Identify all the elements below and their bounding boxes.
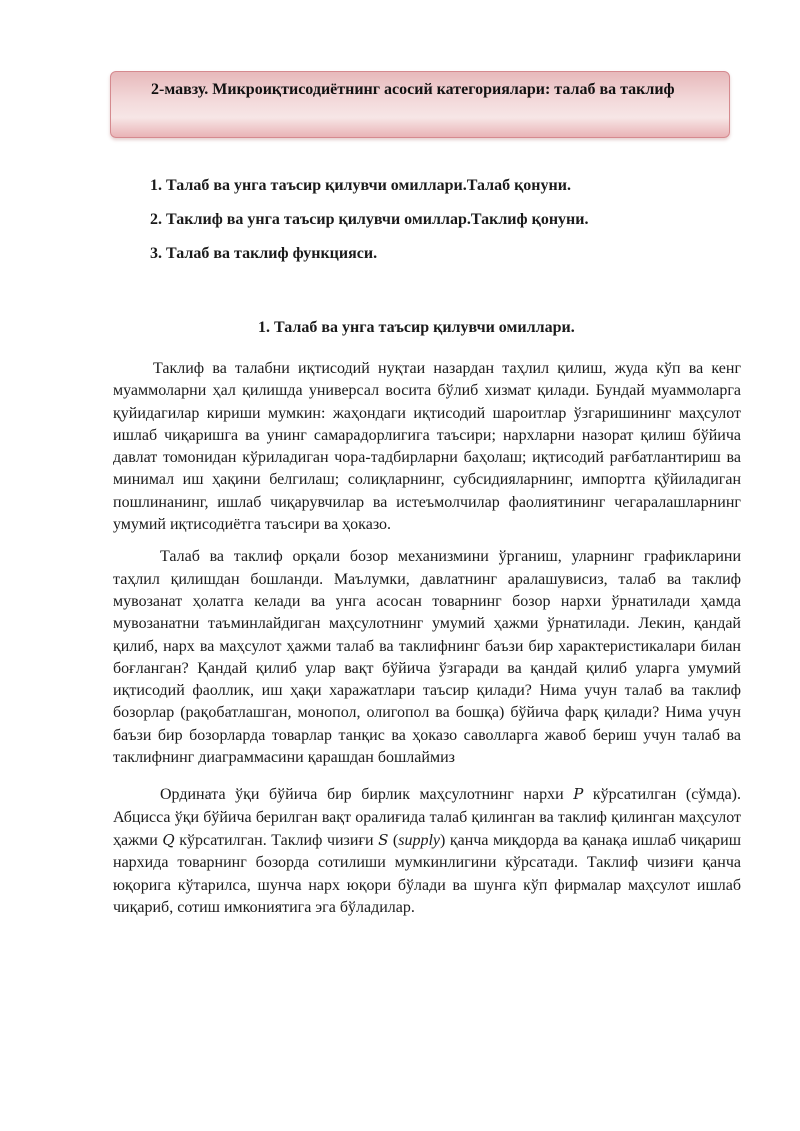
topic-title-banner [110, 71, 730, 138]
paragraph-text: кўрсатилган. Таклиф чизиғи [179, 831, 374, 849]
section-heading: 1. Талаб ва унга таъсир қилувчи омиллари. [258, 319, 575, 336]
quantity-symbol: Q [162, 830, 175, 849]
outline-item: 3. Талаб ва таклиф функцияси. [150, 245, 378, 262]
price-symbol: P [573, 785, 584, 804]
paragraph: Талаб ва таклиф орқали бозор механизмини ўрганиш, уларнинг графикларини таҳлил қилишдан бошланди. Маълумки, давлатнинг аралашувисиз, талаб ва таклиф мувозанат ҳолатга келади ва унга асосан товарнинг бозор нархи ўрнатилади ҳамда мувозанатни таъминлайдиган маҳсулотнинг умумий ҳажми ўрнатилади. Лекин, қандай қилиб, нарх ва маҳсулот ҳажми талаб ва таклифнинг баъзи бир характеристикалари билан боғланган? Қандай қилиб улар вақт бўйича ўзгаради ва қандай қилиб уларга умумий иқтисодий фаоллик, иш ҳақи харажатлари таъсир қилади? Нима учун талаб ва таклиф бозорлар (рақобатлашган, монопол, олигопол ва бошқа) бўйича фарқ қилади? Нима учун баъзи бир бозорларда товарлар танқис ва ҳоказо саволларга жавоб бериш учун талаб ва таклифнинг диаграммасини қарашдан бошлаймиз [113, 548, 741, 767]
topic-title: 2-мавзу. Микроиқтисодиётнинг асосий категориялари: талаб ва таклиф [151, 81, 675, 98]
paragraph-text: кўрсатилган (сўмда). Абцисса ўқи бўйича берилган вақт оралиғида талаб қилинган ва таклиф қилинган маҳсулот ҳажми [113, 786, 742, 849]
paragraph: Ордината ўқи бўйича бир бирлик маҳсулотнинг нархи P кўрсатилган (сўмда). Абцисса ўқи бўйича берилган вақт оралиғида талаб қилинган ва таклиф қилинган маҳсулот ҳажми Q кўрсатилган. Таклиф чизиғи S (supply) қанча миқдорда ва қанақа ишлаб чиқариш нархида товарнинг бозорда сотилиши мумкинлигини кўрсатади. Таклиф чизиғи қанча юқорига кўтарилса, шунча нарх юқори бўлади ва шунга кўп фирмалар маҳсулот ишлаб чиқариб, сотиш имкониятига эга бўладилар. [113, 785, 742, 916]
supply-symbol: S [378, 830, 389, 849]
outline-item: 2. Таклиф ва унга таъсир қилувчи омиллар.Таклиф қонуни. [150, 211, 589, 228]
paragraph: Таклиф ва талабни иқтисодий нуқтаи назардан таҳлил қилиш, жуда кўп ва кенг муаммоларни ҳал қилишда универсал восита бўлиб хизмат қилади. Бундай муаммоларга қуйидагилар кириши мумкин: жаҳондаги иқтисодий шароитлар ўзгаришининг маҳсулот ишлаб чиқаришга ва унинг самарадорлигига таъсири; нархларни назорат қилиш бўйича давлат томонидан кўриладиган чора-тадбирларни баҳолаш; иқтисодий рағбатлантириш ва минимал иш ҳақини белгилаш; солиқларнинг, субсидияларнинг, импортга қўйиладиган пошлинанинг, ишлаб чиқарувчилар ва истеъмолчилар фаолиятининг чегаралашларнинг умумий иқтисодиётга таъсири ва ҳоказо. [113, 360, 741, 534]
supply-term: supply [398, 831, 441, 849]
outline-item: 1. Талаб ва унга таъсир қилувчи омиллари.Талаб қонуни. [150, 177, 571, 194]
paragraph-text: қанча миқдорда ва қанақа ишлаб чиқариш нархида товарнинг бозорда сотилиши мумкинлигини кўрсатади. Таклиф чизиғи қанча юқорига кўтарилса, шунча нарх юқори бўлади ва шунга кўп фирмалар маҳсулот ишлаб чиқариб, сотиш имкониятига эга бўладилар. [113, 831, 742, 916]
topic-outline [150, 176, 588, 278]
paragraph-text: Ордината ўқи бўйича бир бирлик маҳсулотнинг нархи [160, 786, 564, 804]
body-text [113, 358, 741, 929]
